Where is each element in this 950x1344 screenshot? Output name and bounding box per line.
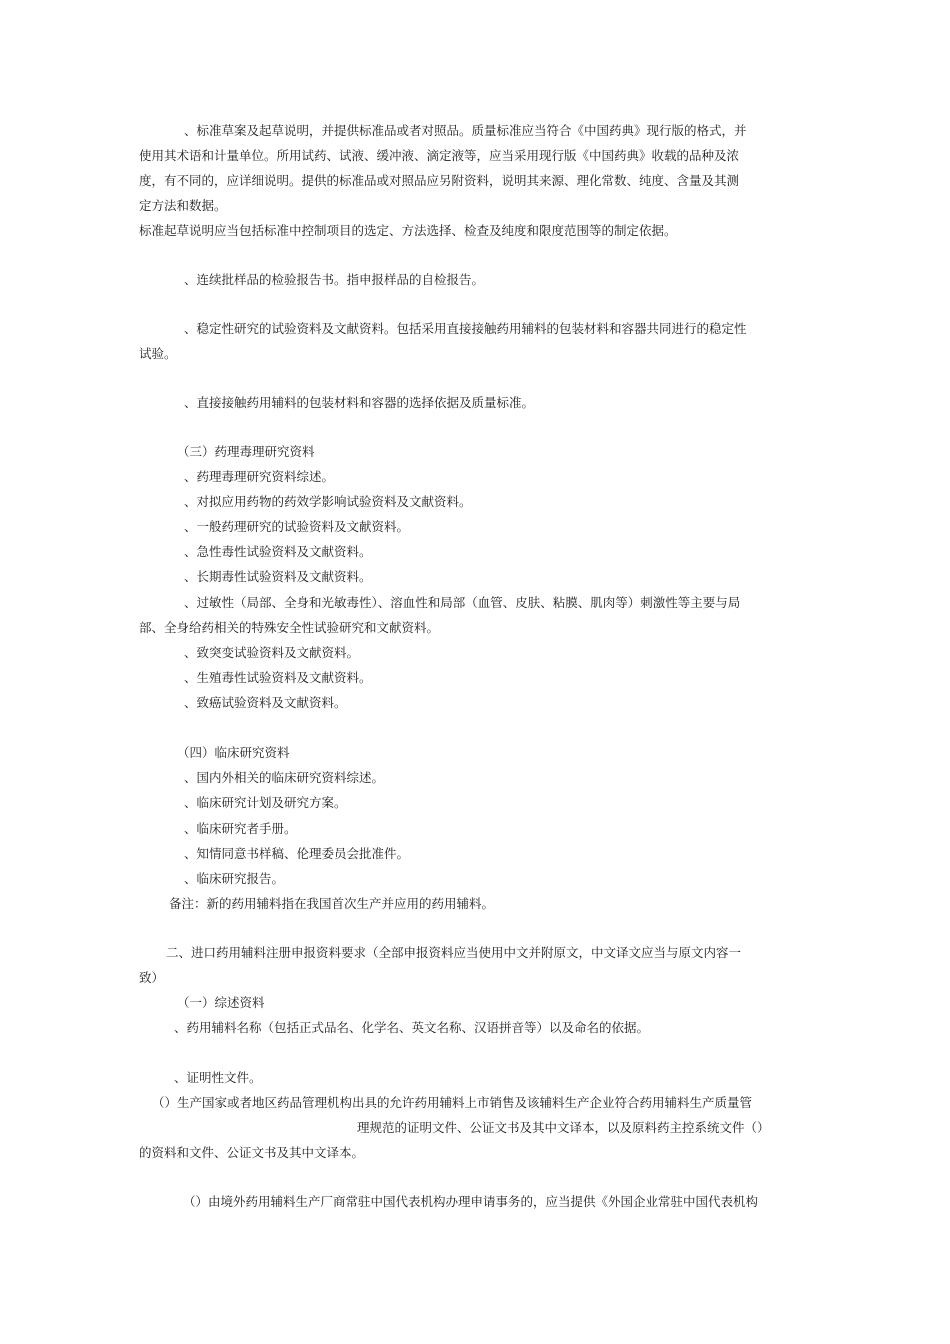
paragraph-line: 致） (139, 970, 165, 985)
paragraph-line: 、稳定性研究的试验资料及文献资料。包括采用直接接触药用辅料的包装材料和容器共同进行的稳定性 (184, 321, 747, 336)
paragraph-line: 使用其术语和计量单位。所用试药、试液、缓冲液、滴定液等，应当采用现行版《中国药典》收载的品种及浓 (139, 148, 740, 163)
section-heading: （三）药理毒理研究资料 (177, 444, 315, 459)
list-item: 、急性毒性试验资料及文献资料。 (184, 544, 372, 559)
list-item: 、临床研究者手册。 (184, 821, 297, 836)
paragraph-line: 、连续批样品的检验报告书。指申报样品的自检报告。 (184, 272, 485, 287)
list-item: 、药用辅料名称（包括正式品名、化学名、英文名称、汉语拼音等）以及命名的依据。 (174, 1020, 650, 1035)
list-item: 、一般药理研究的试验资料及文献资料。 (184, 519, 410, 534)
paragraph-line: 定方法和数据。 (139, 198, 227, 213)
section-heading: （四）临床研究资料 (177, 745, 290, 760)
paragraph-line: 、直接接触药用辅料的包装材料和容器的选择依据及质量标准。 (184, 395, 535, 410)
list-item: 、长期毒性试验资料及文献资料。 (184, 569, 372, 584)
list-item: 、国内外相关的临床研究资料综述。 (184, 770, 385, 785)
paragraph-line: （）生产国家或者地区药品管理机构出具的允许药用辅料上市销售及该辅料生产企业符合药用辅料生产质量管 (152, 1095, 753, 1110)
paragraph-line: 标准起草说明应当包括标准中控制项目的选定、方法选择、检查及纯度和限度范围等的制定依据。 (139, 223, 677, 238)
note-line: 备注：新的药用辅料指在我国首次生产并应用的药用辅料。 (169, 896, 495, 911)
paragraph-line: 试验。 (139, 346, 177, 361)
paragraph-line: （）由境外药用辅料生产厂商常驻中国代表机构办理申请事务的，应当提供《外国企业常驻中国代表机构 (183, 1194, 759, 1209)
paragraph-line: 、标准草案及起草说明，并提供标准品或者对照品。质量标准应当符合《中国药典》现行版的格式，并 (184, 123, 747, 138)
section-heading: （一）综述资料 (177, 995, 265, 1010)
paragraph-line: 理规范的证明文件、公证文书及其中文译本，以及原料药主控系统文件（） (357, 1120, 770, 1135)
list-item: 、药理毒理研究资料综述。 (184, 469, 335, 484)
paragraph-line: 度，有不同的，应详细说明。提供的标准品或对照品应另附资料，说明其来源、理化常数、纯度、含量及其测 (139, 173, 740, 188)
list-item: 、知情同意书样稿、伦理委员会批准件。 (184, 846, 410, 861)
list-item: 、过敏性（局部、全身和光敏毒性）、溶血性和局部（血管、皮肤、粘膜、肌肉等）刺激性等主要与局 (184, 595, 741, 610)
list-item: 、证明性文件。 (174, 1070, 262, 1085)
paragraph-line: 的资料和文件、公证文书及其中文译本。 (139, 1145, 365, 1160)
list-item: 、致突变试验资料及文献资料。 (184, 645, 360, 660)
list-item: 、临床研究报告。 (184, 871, 285, 886)
section-heading: 二、进口药用辅料注册申报资料要求（全部申报资料应当使用中文并附原文，中文译文应当与原文内容一 (166, 945, 742, 960)
list-item: 、生殖毒性试验资料及文献资料。 (184, 670, 372, 685)
list-item: 部、全身给药相关的特殊安全性试验研究和文献资料。 (139, 620, 440, 635)
list-item: 、对拟应用药物的药效学影响试验资料及文献资料。 (184, 494, 472, 509)
list-item: 、临床研究计划及研究方案。 (184, 795, 347, 810)
list-item: 、致癌试验资料及文献资料。 (184, 695, 347, 710)
